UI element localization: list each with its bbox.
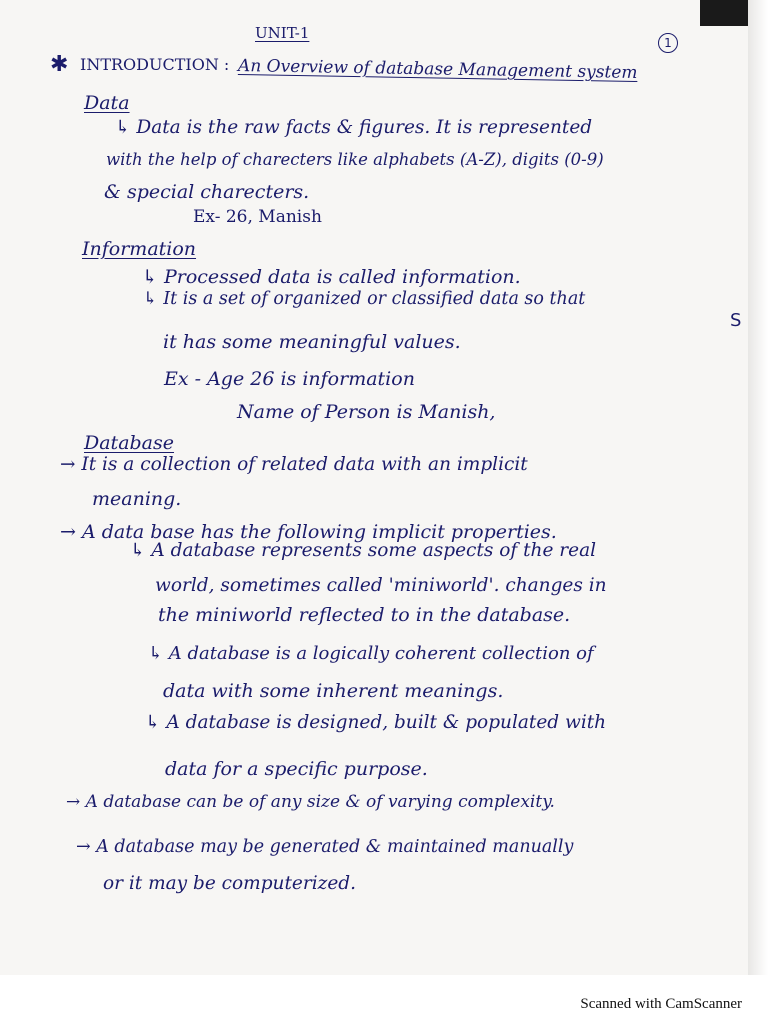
page-shadow-edge: [748, 0, 768, 975]
database-line: → A database may be generated & maintained manually: [76, 837, 574, 857]
unit-heading: UNIT-1: [255, 24, 310, 42]
database-line: data for a specific purpose.: [165, 758, 428, 780]
database-line: → A data base has the following implicit properties.: [60, 521, 557, 543]
information-line: ↳ Processed data is called information.: [142, 266, 521, 288]
information-example: Ex - Age 26 is information: [164, 368, 415, 390]
database-line: → A database can be of any size & of varying complexity.: [66, 792, 555, 812]
title-label: INTRODUCTION :: [80, 55, 230, 74]
information-example: Name of Person is Manish,: [237, 401, 496, 423]
page-number: 1: [658, 33, 678, 53]
data-line: & special charecters.: [104, 181, 310, 203]
database-heading: Database: [84, 432, 175, 454]
title-text: An Overview of database Management system: [237, 56, 638, 83]
database-line: data with some inherent meanings.: [163, 680, 504, 702]
data-heading: Data: [84, 92, 130, 114]
database-line: → It is a collection of related data with an implicit: [60, 454, 528, 475]
database-line: ↳ A database is designed, built & populated with: [145, 712, 607, 733]
information-heading: Information: [82, 238, 197, 260]
database-line: ↳ A database is a logically coherent collection of: [148, 643, 594, 664]
database-line: world, sometimes called 'miniworld'. changes in: [155, 575, 607, 596]
margin-mark: S: [730, 310, 742, 331]
information-line: it has some meaningful values.: [163, 331, 461, 353]
database-line: meaning.: [92, 488, 182, 510]
database-line: or it may be computerized.: [103, 873, 357, 894]
database-line: ↳ A database represents some aspects of the real: [130, 540, 597, 561]
information-line: ↳ It is a set of organized or classified data so that: [143, 289, 586, 309]
data-example: Ex- 26, Manish: [193, 207, 322, 227]
data-line: with the help of charecters like alphabets (A-Z), digits (0-9): [106, 150, 604, 169]
star-icon: ✱: [50, 52, 69, 77]
data-line: ↳ Data is the raw facts & figures. It is represented: [115, 117, 593, 138]
database-line: the miniworld reflected to in the database.: [158, 604, 571, 626]
scanner-watermark: Scanned with CamScanner: [580, 996, 742, 1012]
